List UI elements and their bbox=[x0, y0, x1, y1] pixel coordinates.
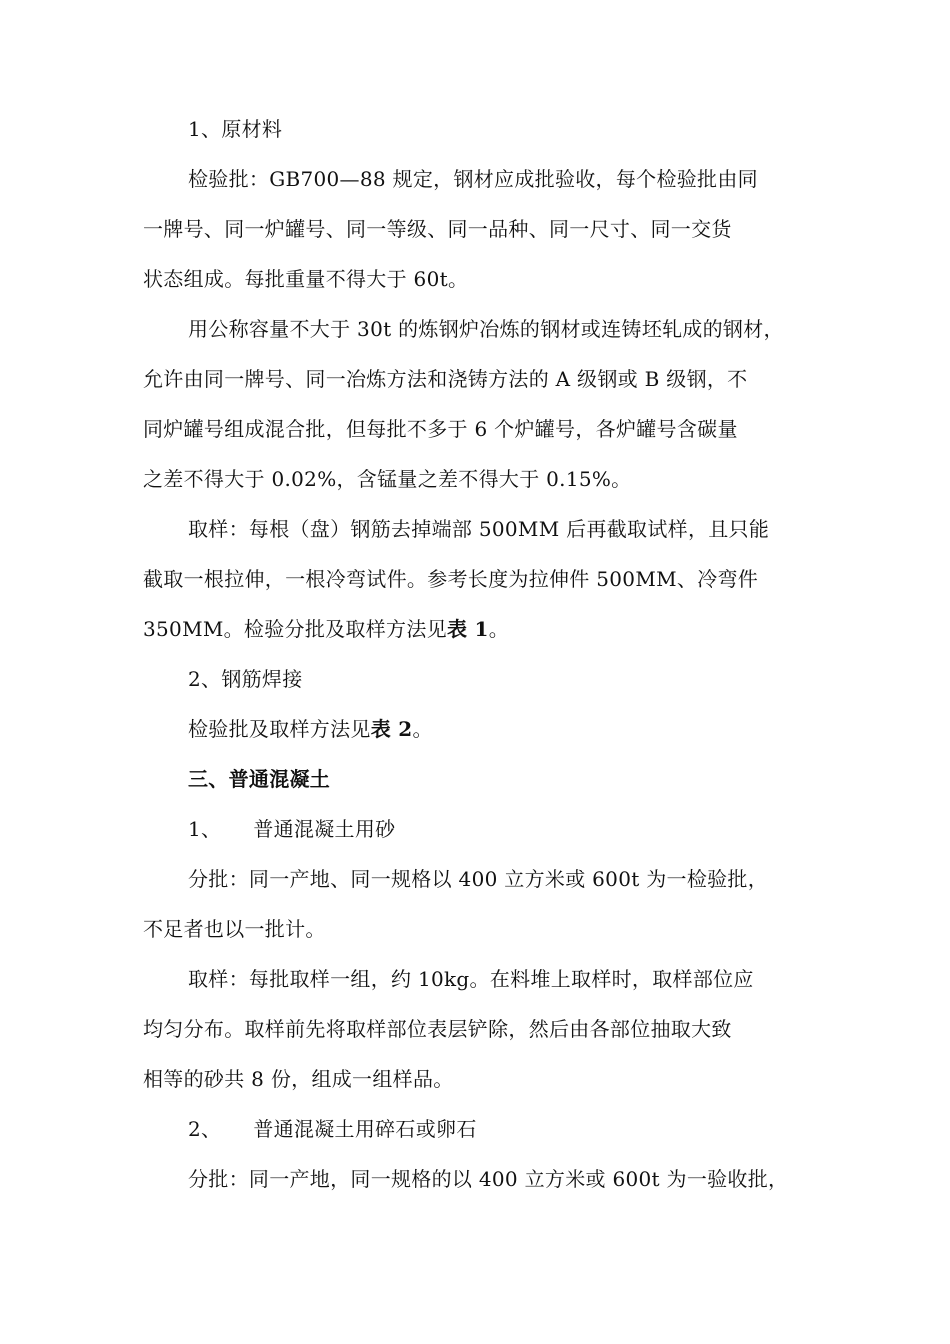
paragraph-line bbox=[143, 604, 815, 654]
section-heading-raw-materials: 1、原材料 bbox=[188, 117, 283, 141]
section-heading-rebar-welding: 2、钢筋焊接 bbox=[188, 667, 303, 691]
paragraph-line: 取样：每根（盘）钢筋去掉端部 500MM 后再截取试样，且只能 bbox=[188, 517, 770, 541]
section-heading-concrete: 三、普通混凝土 bbox=[188, 767, 331, 791]
table-reference: 表 1 bbox=[446, 617, 489, 641]
paragraph-line: 同炉罐号组成混合批，但每批不多于 6 个炉罐号，各炉罐号含碳量 bbox=[143, 417, 738, 441]
paragraph-line: 状态组成。每批重量不得大于 60t。 bbox=[143, 267, 469, 291]
paragraph-line: 截取一根拉伸，一根冷弯试件。参考长度为拉伸件 500MM、冷弯件 bbox=[143, 567, 759, 591]
paragraph-line: 之差不得大于 0.02%，含锰量之差不得大于 0.15%。 bbox=[143, 467, 632, 491]
paragraph-line: 均匀分布。取样前先将取样部位表层铲除，然后由各部位抽取大致 bbox=[143, 1017, 732, 1041]
paragraph-line bbox=[143, 704, 815, 754]
punctuation: 。 bbox=[488, 617, 510, 641]
paragraph-text: 350MM。检验分批及取样方法见 bbox=[143, 617, 447, 641]
subsection-number: 2、 bbox=[188, 1117, 222, 1141]
subsection-number: 1、 bbox=[188, 817, 222, 841]
paragraph-line: 分批：同一产地、同一规格以 400 立方米或 600t 为一检验批， bbox=[188, 867, 769, 891]
paragraph-line: 不足者也以一批计。 bbox=[143, 917, 326, 941]
document-page bbox=[143, 104, 815, 1204]
subsection-heading-sand bbox=[143, 804, 815, 854]
paragraph-line: 一牌号、同一炉罐号、同一等级、同一品种、同一尺寸、同一交货 bbox=[143, 217, 732, 241]
punctuation: 。 bbox=[412, 717, 433, 741]
subsection-title: 普通混凝土用碎石或卵石 bbox=[253, 1117, 477, 1141]
paragraph-line: 允许由同一牌号、同一冶炼方法和浇铸方法的 A 级钢或 B 级钢，不 bbox=[143, 367, 748, 391]
subsection-heading-gravel bbox=[143, 1104, 815, 1154]
paragraph-line: 分批：同一产地，同一规格的以 400 立方米或 600t 为一验收批， bbox=[188, 1167, 789, 1191]
paragraph-line: 取样：每批取样一组，约 10kg。在料堆上取样时，取样部位应 bbox=[188, 967, 754, 991]
paragraph-line: 用公称容量不大于 30t 的炼钢炉冶炼的钢材或连铸坯轧成的钢材， bbox=[188, 317, 784, 341]
table-reference: 表 2 bbox=[370, 717, 413, 741]
paragraph-text: 检验批及取样方法见 bbox=[188, 717, 371, 741]
subsection-title: 普通混凝土用砂 bbox=[253, 817, 396, 841]
paragraph-line: 检验批：GB700—88 规定，钢材应成批验收，每个检验批由同 bbox=[188, 167, 758, 191]
paragraph-line: 相等的砂共 8 份，组成一组样品。 bbox=[143, 1067, 454, 1091]
